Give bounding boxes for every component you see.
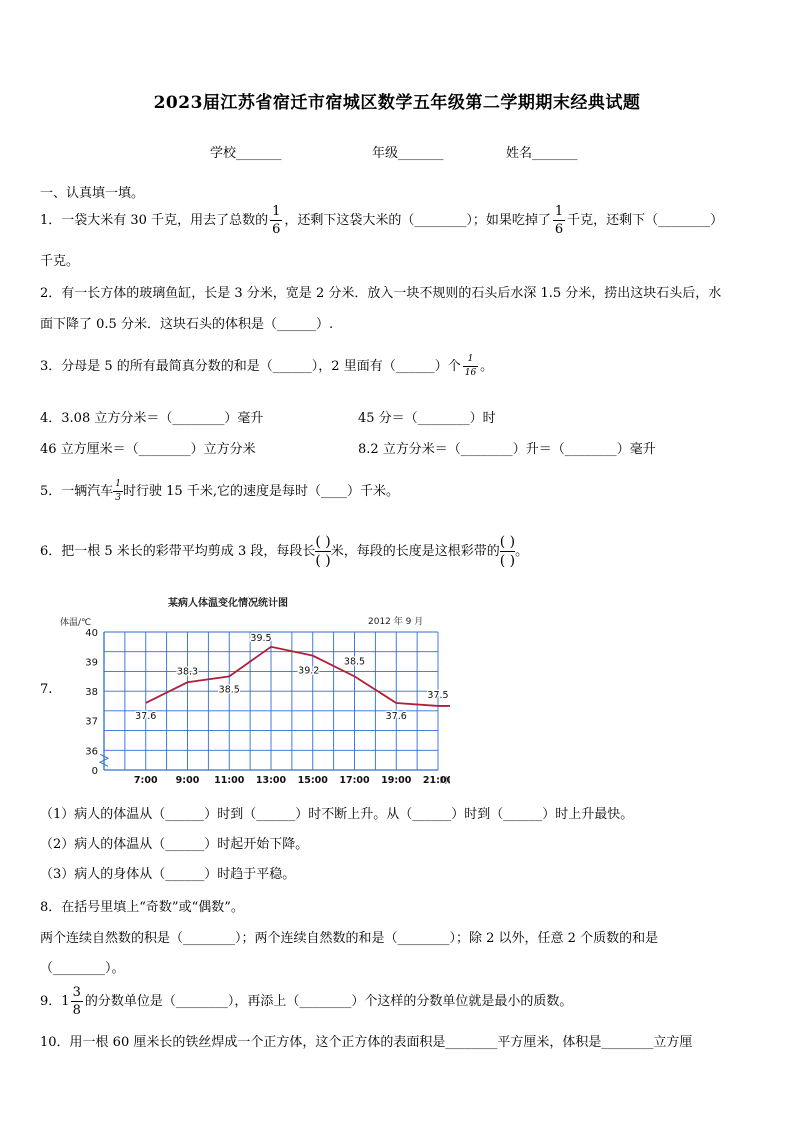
temperature-chart-svg xyxy=(60,592,450,787)
chart-data-label: 39.2 xyxy=(298,665,320,677)
question-4-c: 46 立方厘米＝（________）立方分米 xyxy=(40,442,256,457)
question-7-number: 7. xyxy=(40,682,53,697)
question-8-line1: 8．在括号里填上“奇数”或“偶数”。 xyxy=(40,900,244,915)
grade-field: 年级_______ xyxy=(372,146,444,161)
chart-data-label: 37.5 xyxy=(427,689,449,701)
question-4-a: 4．3.08 立方分米＝（________）毫升 xyxy=(40,411,264,426)
question-10: 10．用一根 60 厘米长的铁丝焊成一个正方体，这个正方体的表面积是________平方厘米，体积是________立方厘 xyxy=(40,1035,693,1050)
q6-text-a: 6．把一根 5 米长的彩带平均剪成 3 段，每段长 xyxy=(40,544,316,559)
q9-mixed-number: 1 $\frac{3}{8}$ xyxy=(61,985,81,1018)
question-7-sub3: （3）病人的身体从（______）时趋于平稳。 xyxy=(40,867,296,882)
question-1 xyxy=(40,205,723,236)
question-8-line3: （________）。 xyxy=(40,961,125,976)
chart-xtick-label: 21:00 xyxy=(422,775,450,786)
question-6 xyxy=(40,535,528,568)
question-4-d: 8.2 立方分米＝（________）升＝（________）毫升 xyxy=(358,442,656,457)
q9-text-a: 9． xyxy=(40,994,62,1009)
question-2-line1: 2．有一长方体的玻璃鱼缸，长是 3 分米，宽是 2 分米．放入一块不规则的石头后水深 1.5 分米，捞出这块石头后，水 xyxy=(40,286,722,301)
question-5 xyxy=(40,480,399,503)
temperature-chart xyxy=(60,592,450,787)
chart-xtick-label: 15:00 xyxy=(297,775,328,786)
q9-text-b: 的分数单位是（________），再添上（________）个这样的分数单位就是最小的质数。 xyxy=(84,994,573,1009)
chart-ytick-label: 39 xyxy=(85,657,98,669)
chart-ytick-label: 37 xyxy=(85,716,98,728)
q6-blank-fraction-1: ( ) ( ) xyxy=(315,534,331,569)
chart-data-label: 38.5 xyxy=(343,656,366,668)
q6-text-b: 米，每段的长度是这根彩带的 xyxy=(330,544,500,559)
question-3 xyxy=(40,355,493,378)
page-title: 2023届江苏省宿迁市宿城区数学五年级第二学期期末经典试题 xyxy=(153,93,641,113)
q1-text-a: 1．一袋大米有 30 千克，用去了总数的 xyxy=(40,213,269,228)
chart-data-label: 38.5 xyxy=(218,684,240,696)
chart-xtick-label: 17:00 xyxy=(339,775,370,786)
q3-fraction: $\frac{1}{16}$ xyxy=(464,354,477,378)
chart-ytick-label: 40 xyxy=(85,628,98,639)
q3-text-a: 3．分母是 5 的所有最简真分数的和是（______），2 里面有（______）个 xyxy=(40,359,461,374)
chart-data-label: 37.6 xyxy=(135,710,157,722)
q6-blank-fraction-2: ( ) ( ) xyxy=(499,534,516,569)
question-9 xyxy=(40,986,572,1017)
chart-data-label: 39.5 xyxy=(250,632,272,644)
chart-xtick-label: 7:00 xyxy=(133,775,158,786)
chart-xtick-label: 11:00 xyxy=(214,775,245,786)
chart-ytick-label: 36 xyxy=(85,746,98,758)
chart-xtick-label: 13:00 xyxy=(255,775,287,786)
name-field: 姓名_______ xyxy=(506,146,578,161)
chart-xtick-label: 19:00 xyxy=(381,775,412,786)
question-2-line2: 面下降了 0.5 分米．这块石头的体积是（______）. xyxy=(40,317,334,332)
q1-text-c: 千克，还剩下（________） xyxy=(567,213,724,228)
chart-subtitle: 2012 年 9 月 xyxy=(368,617,424,627)
q3-text-b: 。 xyxy=(480,359,494,374)
chart-data-label: 37.6 xyxy=(385,710,407,722)
question-4-b: 45 分＝（________）时 xyxy=(358,411,496,426)
q1-fraction-2: $\frac{1}{6}$ xyxy=(554,204,564,237)
section-heading: 一、认真填一填。 xyxy=(40,186,145,201)
question-8-line2: 两个连续自然数的积是（________）；两个连续自然数的和是（________）；除 2 以外，任意 2 个质数的和是 xyxy=(40,931,659,946)
chart-title: 某病人体温变化情况统计图 xyxy=(168,598,288,609)
chart-data-label: 38.3 xyxy=(176,666,199,678)
chart-xlabel: 时 xyxy=(440,776,448,785)
q5-text-a: 5．一辆汽车 xyxy=(40,484,114,499)
question-7-sub1: （1）病人的体温从（______）时到（______）时不断上升。从（______）时到（______）时上升最快。 xyxy=(40,807,634,822)
q1-text-b: ，还剩下这袋大米的（________）；如果吃掉了 xyxy=(284,213,551,228)
q1-fraction: $\frac{1}{6}$ xyxy=(272,204,281,237)
question-7-sub2: （2）病人的体温从（______）时起开始下降。 xyxy=(40,837,309,852)
chart-xtick-label: 9:00 xyxy=(175,775,200,786)
q6-text-c: 。 xyxy=(515,544,529,559)
chart-ytick-label: 38 xyxy=(85,687,98,699)
chart-ylabel: 体温/℃ xyxy=(60,618,92,628)
chart-axis-break xyxy=(100,754,108,766)
chart-ytick-label: 0 xyxy=(91,766,98,777)
q5-fraction: $\frac{1}{3}$ xyxy=(115,479,122,503)
q5-text-b: 时行驶 15 千米,它的速度是每时（____）千米。 xyxy=(123,484,399,499)
school-field: 学校_______ xyxy=(210,146,282,161)
question-1-line2: 千克。 xyxy=(40,254,80,269)
